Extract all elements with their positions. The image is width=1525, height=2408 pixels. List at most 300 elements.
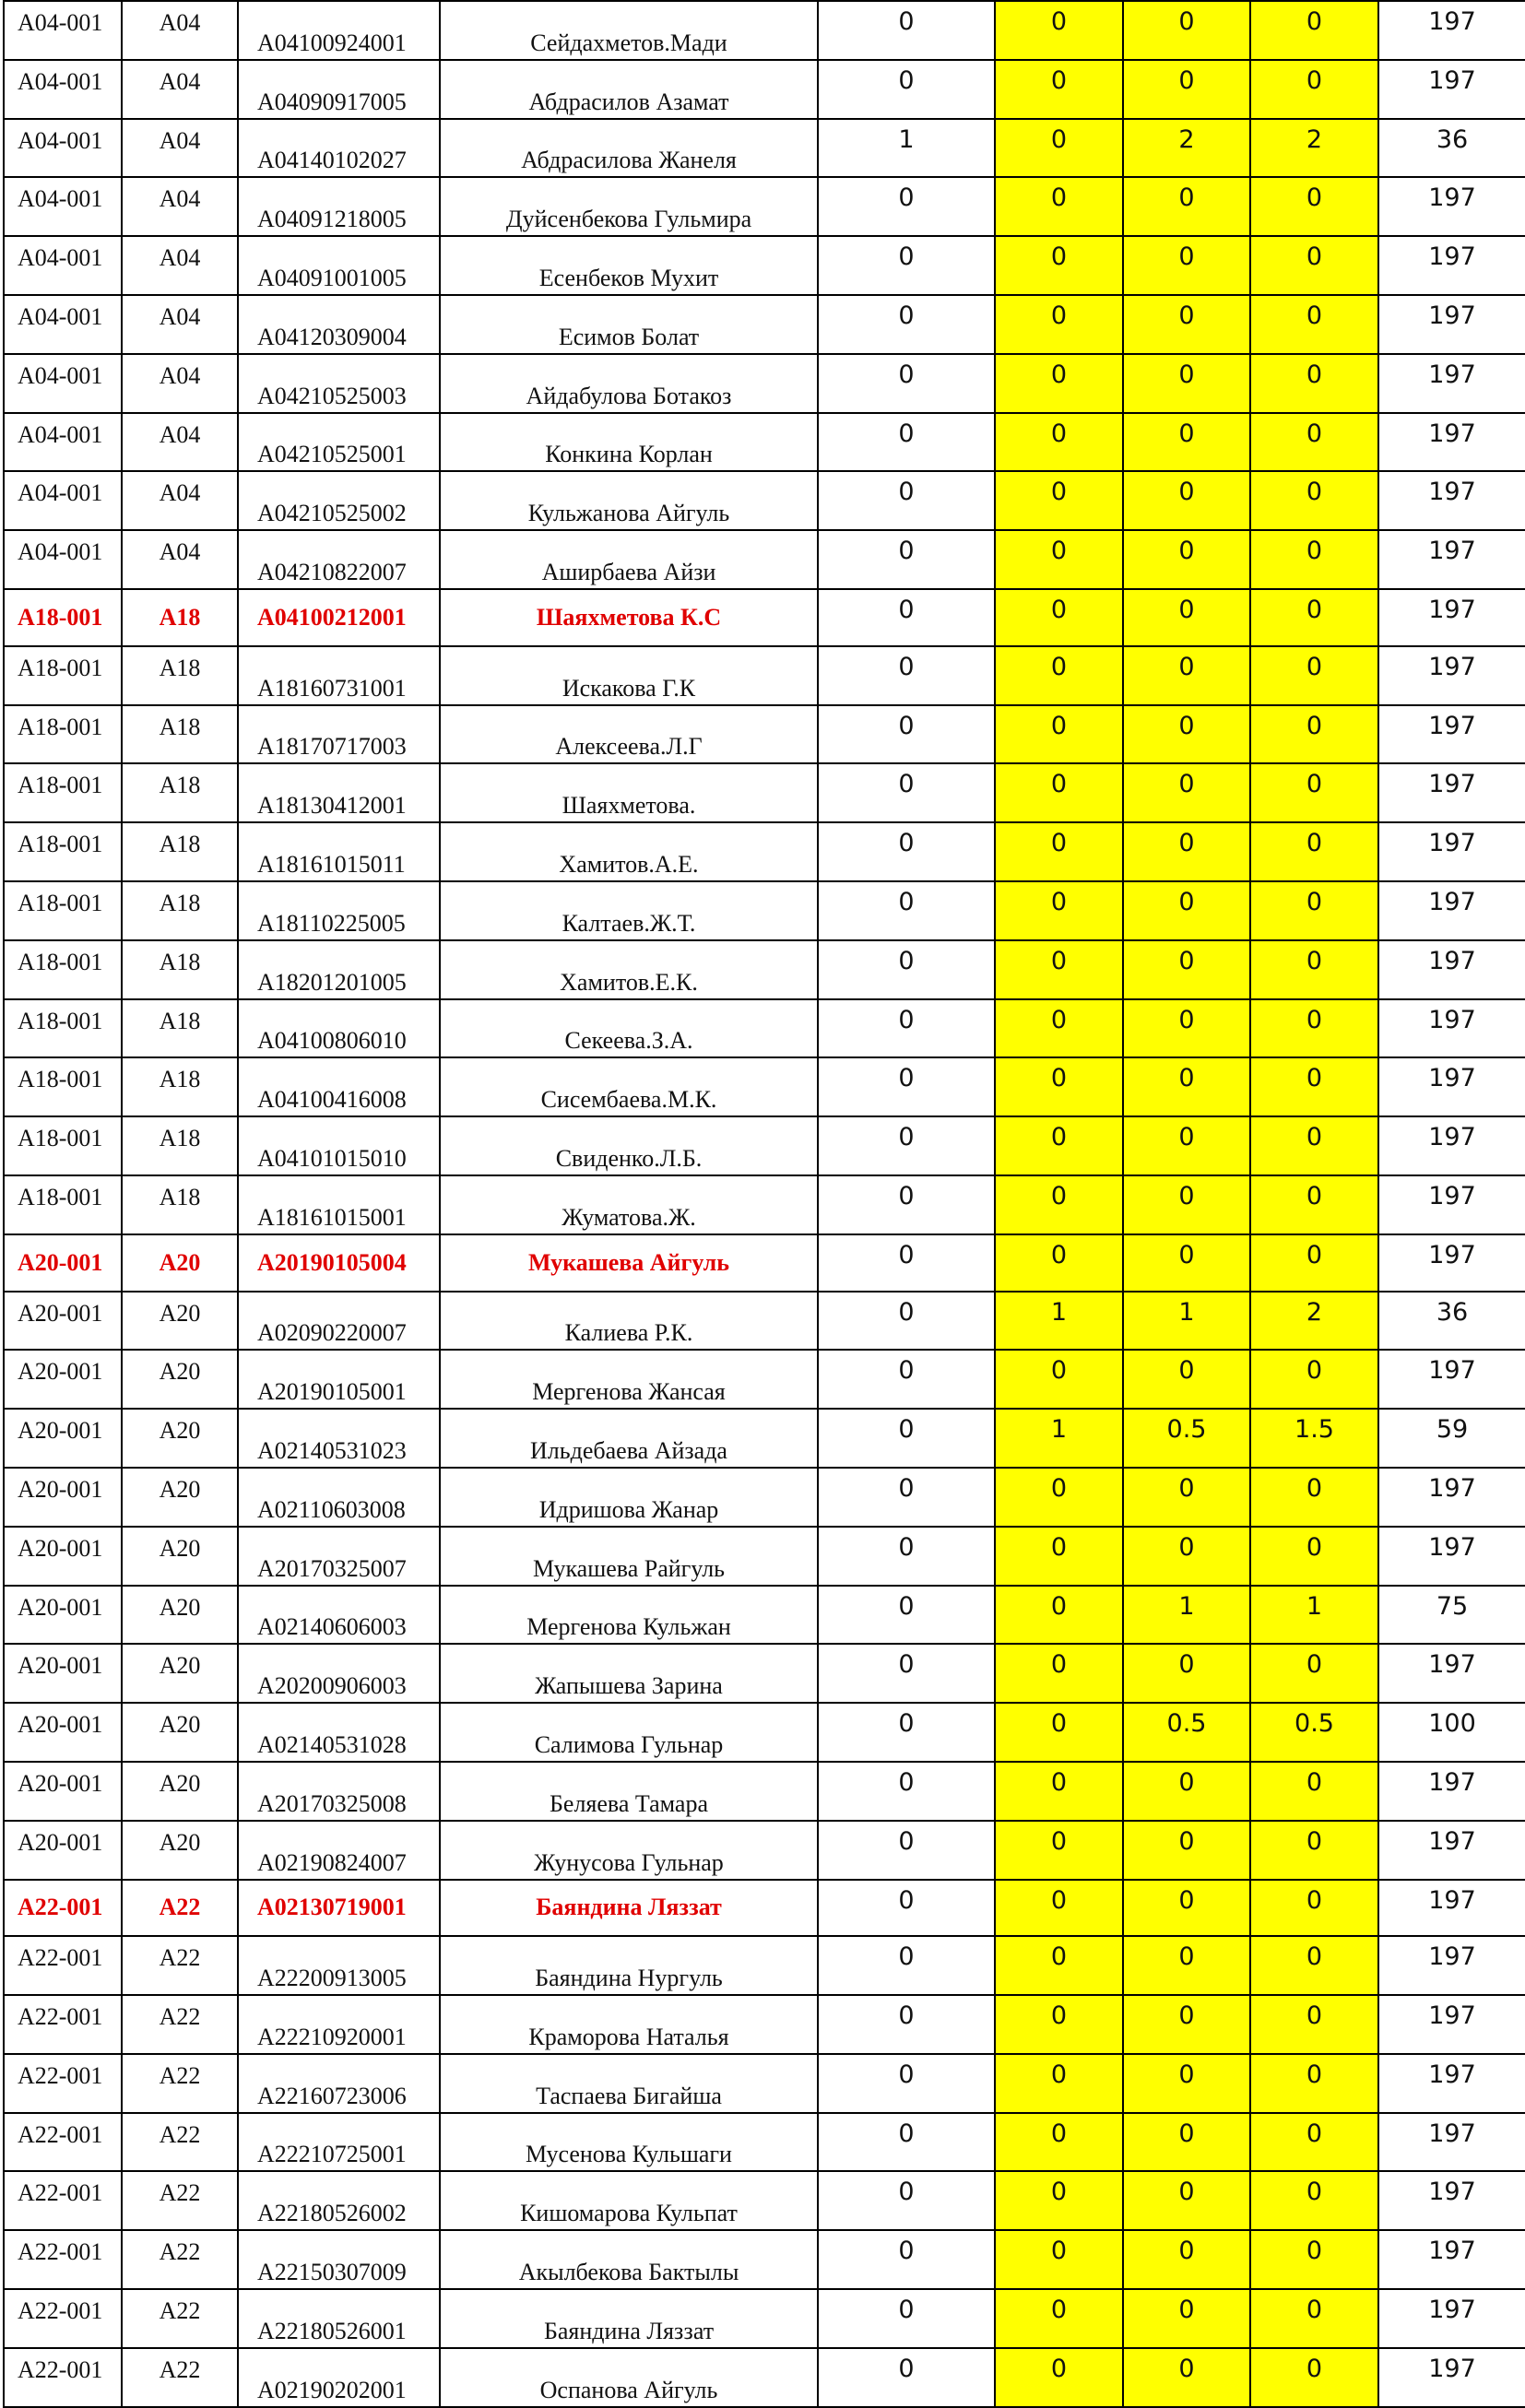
cell-unit-code: A04-001	[4, 236, 122, 295]
cell-value-1: 0	[818, 705, 995, 764]
table-row	[4, 1703, 1525, 1762]
table-row	[4, 1527, 1525, 1586]
cell-unit-code: A04-001	[4, 177, 122, 236]
cell-dept: A04	[122, 354, 238, 413]
table-row	[4, 1116, 1525, 1175]
cell-value-2: 0	[995, 1762, 1123, 1821]
cell-value-5: 197	[1378, 2230, 1525, 2289]
table-row	[4, 1, 1525, 60]
cell-value-4: 0.5	[1250, 1703, 1378, 1762]
cell-employee-name: Калтаев.Ж.Т.	[440, 881, 818, 940]
cell-value-3: 0	[1123, 1821, 1250, 1880]
table-row	[4, 1586, 1525, 1645]
cell-value-3: 0	[1123, 881, 1250, 940]
cell-value-5: 197	[1378, 1995, 1525, 2054]
cell-value-4: 0	[1250, 1995, 1378, 2054]
cell-dept: A04	[122, 295, 238, 354]
cell-employee-id: A22160723006	[238, 2054, 440, 2113]
cell-value-4: 1.5	[1250, 1409, 1378, 1468]
cell-dept: A18	[122, 763, 238, 822]
cell-employee-id: A22200913005	[238, 1936, 440, 1995]
cell-dept: A18	[122, 1175, 238, 1234]
cell-value-2: 0	[995, 822, 1123, 881]
cell-value-1: 0	[818, 1116, 995, 1175]
cell-employee-id: A02140606003	[238, 1586, 440, 1645]
cell-employee-id: A20170325007	[238, 1527, 440, 1586]
cell-dept: A20	[122, 1350, 238, 1409]
cell-unit-code: A18-001	[4, 1175, 122, 1234]
cell-employee-name: Секеева.З.А.	[440, 999, 818, 1058]
cell-value-3: 1	[1123, 1586, 1250, 1645]
table-row	[4, 2113, 1525, 2172]
cell-value-5: 197	[1378, 2113, 1525, 2172]
cell-value-5: 197	[1378, 1880, 1525, 1937]
cell-employee-id: A04100924001	[238, 1, 440, 60]
cell-dept: A20	[122, 1703, 238, 1762]
cell-dept: A04	[122, 471, 238, 530]
cell-employee-name: Алексеева.Л.Г	[440, 705, 818, 764]
cell-value-2: 0	[995, 1821, 1123, 1880]
cell-value-1: 0	[818, 530, 995, 589]
cell-value-5: 197	[1378, 530, 1525, 589]
data-table	[3, 0, 1525, 2408]
cell-employee-name: Искакова Г.К	[440, 646, 818, 705]
cell-value-1: 0	[818, 940, 995, 999]
cell-value-5: 197	[1378, 1468, 1525, 1527]
cell-employee-name: Абдрасилов Азамат	[440, 60, 818, 119]
cell-dept: A20	[122, 1821, 238, 1880]
cell-value-3: 2	[1123, 119, 1250, 178]
cell-dept: A04	[122, 60, 238, 119]
table-row	[4, 471, 1525, 530]
cell-value-2: 0	[995, 1703, 1123, 1762]
cell-value-5: 197	[1378, 1644, 1525, 1703]
cell-unit-code: A18-001	[4, 763, 122, 822]
cell-employee-name: Абдрасилова Жанеля	[440, 119, 818, 178]
cell-value-1: 0	[818, 1586, 995, 1645]
cell-value-4: 0	[1250, 1880, 1378, 1937]
cell-employee-name: Кишомарова Кульпат	[440, 2171, 818, 2230]
cell-value-1: 0	[818, 60, 995, 119]
cell-unit-code: A20-001	[4, 1644, 122, 1703]
cell-value-1: 0	[818, 1292, 995, 1351]
cell-employee-name: Есенбеков Мухит	[440, 236, 818, 295]
cell-employee-name: Конкина Корлан	[440, 413, 818, 472]
cell-value-1: 0	[818, 2230, 995, 2289]
cell-employee-id: A04210525002	[238, 471, 440, 530]
cell-employee-id: A22210725001	[238, 2113, 440, 2172]
cell-value-2: 0	[995, 1116, 1123, 1175]
cell-value-3: 0	[1123, 60, 1250, 119]
cell-employee-name: Хамитов.А.Е.	[440, 822, 818, 881]
cell-value-4: 2	[1250, 119, 1378, 178]
cell-value-5: 197	[1378, 646, 1525, 705]
cell-value-3: 0	[1123, 1057, 1250, 1116]
cell-value-2: 0	[995, 763, 1123, 822]
cell-value-3: 0	[1123, 413, 1250, 472]
cell-value-3: 0	[1123, 763, 1250, 822]
cell-value-5: 197	[1378, 1527, 1525, 1586]
cell-value-5: 197	[1378, 940, 1525, 999]
cell-employee-id: A02130719001	[238, 1880, 440, 1937]
cell-employee-name: Баяндина Нургуль	[440, 1936, 818, 1995]
cell-value-1: 0	[818, 1821, 995, 1880]
cell-dept: A18	[122, 1057, 238, 1116]
cell-employee-name: Таспаева Бигайша	[440, 2054, 818, 2113]
cell-dept: A22	[122, 2289, 238, 2348]
cell-unit-code: A22-001	[4, 1936, 122, 1995]
cell-value-2: 0	[995, 1586, 1123, 1645]
cell-employee-name: Краморова Наталья	[440, 1995, 818, 2054]
cell-value-4: 0	[1250, 236, 1378, 295]
cell-value-3: 0	[1123, 1468, 1250, 1527]
cell-dept: A04	[122, 236, 238, 295]
cell-employee-name: Мукашева Райгуль	[440, 1527, 818, 1586]
cell-employee-name: Ильдебаева Айзада	[440, 1409, 818, 1468]
cell-unit-code: A18-001	[4, 940, 122, 999]
table-row	[4, 1644, 1525, 1703]
cell-employee-name: Жуматова.Ж.	[440, 1175, 818, 1234]
cell-employee-name: Айдабулова Ботакоз	[440, 354, 818, 413]
table-row	[4, 822, 1525, 881]
cell-value-3: 0	[1123, 530, 1250, 589]
cell-employee-name: Мусенова Кульшаги	[440, 2113, 818, 2172]
cell-value-5: 197	[1378, 589, 1525, 646]
cell-unit-code: A22-001	[4, 2171, 122, 2230]
table-row	[4, 1350, 1525, 1409]
cell-value-2: 0	[995, 940, 1123, 999]
cell-value-2: 0	[995, 295, 1123, 354]
cell-value-4: 0	[1250, 646, 1378, 705]
cell-employee-name: Жунусова Гульнар	[440, 1821, 818, 1880]
cell-unit-code: A04-001	[4, 60, 122, 119]
cell-unit-code: A04-001	[4, 530, 122, 589]
cell-value-3: 0	[1123, 1116, 1250, 1175]
cell-value-2: 0	[995, 530, 1123, 589]
cell-unit-code: A20-001	[4, 1703, 122, 1762]
cell-value-3: 0	[1123, 354, 1250, 413]
table-row	[4, 763, 1525, 822]
cell-value-5: 197	[1378, 1762, 1525, 1821]
cell-value-4: 0	[1250, 1234, 1378, 1292]
cell-value-5: 197	[1378, 2054, 1525, 2113]
cell-employee-name: Баяндина Ляззат	[440, 2289, 818, 2348]
table-row-group-head	[4, 1234, 1525, 1292]
cell-value-5: 197	[1378, 1057, 1525, 1116]
cell-value-1: 0	[818, 471, 995, 530]
cell-value-1: 0	[818, 354, 995, 413]
cell-unit-code: A04-001	[4, 1, 122, 60]
cell-dept: A18	[122, 1116, 238, 1175]
cell-value-3: 0	[1123, 705, 1250, 764]
cell-value-4: 0	[1250, 1057, 1378, 1116]
cell-employee-name: Калиева Р.К.	[440, 1292, 818, 1351]
cell-value-1: 0	[818, 2289, 995, 2348]
cell-value-1: 0	[818, 295, 995, 354]
cell-value-1: 0	[818, 1936, 995, 1995]
cell-value-4: 0	[1250, 763, 1378, 822]
table-row	[4, 236, 1525, 295]
cell-value-4: 0	[1250, 1821, 1378, 1880]
cell-unit-code: A20-001	[4, 1586, 122, 1645]
cell-unit-code: A22-001	[4, 2230, 122, 2289]
cell-unit-code: A04-001	[4, 354, 122, 413]
cell-value-2: 0	[995, 1468, 1123, 1527]
cell-dept: A20	[122, 1644, 238, 1703]
cell-value-4: 0	[1250, 354, 1378, 413]
cell-employee-id: A04091001005	[238, 236, 440, 295]
table-row	[4, 413, 1525, 472]
cell-value-4: 2	[1250, 1292, 1378, 1351]
table-row	[4, 1762, 1525, 1821]
cell-dept: A18	[122, 999, 238, 1058]
cell-unit-code: A04-001	[4, 413, 122, 472]
cell-value-2: 0	[995, 354, 1123, 413]
cell-dept: A22	[122, 2171, 238, 2230]
cell-dept: A04	[122, 1, 238, 60]
cell-employee-id: A02110603008	[238, 1468, 440, 1527]
cell-value-4: 0	[1250, 2230, 1378, 2289]
cell-unit-code: A04-001	[4, 471, 122, 530]
cell-value-2: 0	[995, 2171, 1123, 2230]
cell-employee-id: A18161015001	[238, 1175, 440, 1234]
cell-value-3: 0	[1123, 1234, 1250, 1292]
cell-value-4: 0	[1250, 1468, 1378, 1527]
cell-value-4: 0	[1250, 2054, 1378, 2113]
cell-unit-code: A18-001	[4, 881, 122, 940]
cell-employee-name: Идришова Жанар	[440, 1468, 818, 1527]
cell-value-5: 197	[1378, 60, 1525, 119]
cell-value-2: 0	[995, 1, 1123, 60]
cell-value-4: 0	[1250, 999, 1378, 1058]
cell-employee-id: A04101015010	[238, 1116, 440, 1175]
cell-dept: A18	[122, 589, 238, 646]
cell-value-4: 0	[1250, 2113, 1378, 2172]
cell-value-4: 0	[1250, 2348, 1378, 2407]
cell-employee-id: A20170325008	[238, 1762, 440, 1821]
cell-unit-code: A22-001	[4, 2348, 122, 2407]
cell-value-1: 0	[818, 1644, 995, 1703]
cell-employee-name: Салимова Гульнар	[440, 1703, 818, 1762]
cell-value-5: 197	[1378, 177, 1525, 236]
cell-value-3: 0	[1123, 295, 1250, 354]
cell-value-3: 0	[1123, 1880, 1250, 1937]
cell-value-2: 0	[995, 1175, 1123, 1234]
cell-unit-code: A20-001	[4, 1762, 122, 1821]
cell-employee-name: Мукашева Айгуль	[440, 1234, 818, 1292]
cell-employee-id: A04210822007	[238, 530, 440, 589]
cell-unit-code: A20-001	[4, 1409, 122, 1468]
table-row	[4, 999, 1525, 1058]
cell-value-1: 0	[818, 1995, 995, 2054]
cell-employee-id: A04100416008	[238, 1057, 440, 1116]
cell-unit-code: A20-001	[4, 1350, 122, 1409]
cell-employee-name: Дуйсенбекова Гульмира	[440, 177, 818, 236]
cell-employee-id: A04091218005	[238, 177, 440, 236]
table-row	[4, 1995, 1525, 2054]
cell-value-4: 0	[1250, 1644, 1378, 1703]
cell-value-3: 0	[1123, 1936, 1250, 1995]
cell-value-1: 0	[818, 413, 995, 472]
cell-dept: A20	[122, 1468, 238, 1527]
cell-value-5: 197	[1378, 1936, 1525, 1995]
cell-employee-id: A02190202001	[238, 2348, 440, 2407]
cell-value-2: 0	[995, 2113, 1123, 2172]
cell-value-2: 1	[995, 1292, 1123, 1351]
cell-value-5: 36	[1378, 119, 1525, 178]
table-row	[4, 530, 1525, 589]
cell-value-1: 1	[818, 119, 995, 178]
cell-unit-code: A22-001	[4, 2113, 122, 2172]
cell-value-4: 0	[1250, 1116, 1378, 1175]
cell-dept: A20	[122, 1409, 238, 1468]
cell-value-3: 0	[1123, 177, 1250, 236]
cell-dept: A18	[122, 822, 238, 881]
cell-value-1: 0	[818, 1703, 995, 1762]
cell-employee-name: Мергенова Жансая	[440, 1350, 818, 1409]
cell-value-1: 0	[818, 1468, 995, 1527]
cell-unit-code: A18-001	[4, 822, 122, 881]
table-row	[4, 354, 1525, 413]
cell-employee-name: Есимов Болат	[440, 295, 818, 354]
cell-dept: A04	[122, 177, 238, 236]
cell-unit-code: A18-001	[4, 646, 122, 705]
table-row	[4, 177, 1525, 236]
cell-employee-id: A18130412001	[238, 763, 440, 822]
cell-value-3: 0	[1123, 1527, 1250, 1586]
cell-value-2: 0	[995, 1936, 1123, 1995]
cell-employee-id: A22180526001	[238, 2289, 440, 2348]
cell-value-2: 0	[995, 1527, 1123, 1586]
cell-employee-id: A04210525003	[238, 354, 440, 413]
cell-dept: A20	[122, 1527, 238, 1586]
cell-value-1: 0	[818, 2113, 995, 2172]
cell-dept: A22	[122, 2054, 238, 2113]
cell-dept: A20	[122, 1586, 238, 1645]
cell-value-3: 0	[1123, 822, 1250, 881]
cell-value-1: 0	[818, 822, 995, 881]
cell-value-5: 197	[1378, 354, 1525, 413]
cell-value-1: 0	[818, 999, 995, 1058]
cell-employee-id: A18170717003	[238, 705, 440, 764]
cell-value-3: 0	[1123, 1350, 1250, 1409]
cell-value-1: 0	[818, 236, 995, 295]
cell-value-4: 0	[1250, 881, 1378, 940]
cell-value-4: 0	[1250, 2289, 1378, 2348]
cell-value-3: 0	[1123, 2230, 1250, 2289]
cell-value-3: 0	[1123, 1995, 1250, 2054]
cell-employee-id: A20190105001	[238, 1350, 440, 1409]
cell-value-1: 0	[818, 646, 995, 705]
cell-value-3: 0	[1123, 940, 1250, 999]
cell-employee-id: A18201201005	[238, 940, 440, 999]
cell-value-4: 0	[1250, 471, 1378, 530]
cell-employee-id: A02090220007	[238, 1292, 440, 1351]
cell-value-2: 0	[995, 1234, 1123, 1292]
cell-value-1: 0	[818, 763, 995, 822]
cell-value-5: 197	[1378, 2289, 1525, 2348]
cell-unit-code: A22-001	[4, 1880, 122, 1937]
cell-value-3: 0	[1123, 589, 1250, 646]
cell-value-3: 0	[1123, 1175, 1250, 1234]
cell-dept: A18	[122, 881, 238, 940]
cell-value-3: 0	[1123, 471, 1250, 530]
cell-value-2: 0	[995, 2289, 1123, 2348]
cell-value-2: 0	[995, 119, 1123, 178]
cell-employee-name: Аширбаева Айзи	[440, 530, 818, 589]
cell-value-5: 197	[1378, 705, 1525, 764]
cell-value-1: 0	[818, 1880, 995, 1937]
table-row	[4, 1292, 1525, 1351]
cell-value-5: 197	[1378, 471, 1525, 530]
cell-value-1: 0	[818, 2054, 995, 2113]
cell-unit-code: A04-001	[4, 119, 122, 178]
cell-value-2: 0	[995, 471, 1123, 530]
cell-dept: A20	[122, 1234, 238, 1292]
cell-value-5: 59	[1378, 1409, 1525, 1468]
cell-value-1: 0	[818, 177, 995, 236]
cell-value-4: 0	[1250, 940, 1378, 999]
cell-value-1: 0	[818, 1350, 995, 1409]
table-row	[4, 2171, 1525, 2230]
cell-value-5: 197	[1378, 2348, 1525, 2407]
cell-unit-code: A22-001	[4, 1995, 122, 2054]
cell-employee-id: A04140102027	[238, 119, 440, 178]
cell-value-4: 0	[1250, 2171, 1378, 2230]
cell-value-5: 100	[1378, 1703, 1525, 1762]
cell-value-4: 0	[1250, 177, 1378, 236]
cell-value-2: 0	[995, 236, 1123, 295]
cell-value-3: 0	[1123, 1762, 1250, 1821]
cell-unit-code: A04-001	[4, 295, 122, 354]
cell-value-5: 197	[1378, 881, 1525, 940]
cell-dept: A04	[122, 119, 238, 178]
cell-value-2: 0	[995, 881, 1123, 940]
cell-value-4: 0	[1250, 822, 1378, 881]
cell-value-5: 36	[1378, 1292, 1525, 1351]
cell-employee-name: Свиденко.Л.Б.	[440, 1116, 818, 1175]
cell-value-4: 0	[1250, 1762, 1378, 1821]
cell-dept: A18	[122, 940, 238, 999]
cell-value-2: 0	[995, 413, 1123, 472]
cell-employee-id: A22180526002	[238, 2171, 440, 2230]
cell-dept: A18	[122, 705, 238, 764]
cell-value-2: 0	[995, 60, 1123, 119]
cell-value-5: 197	[1378, 763, 1525, 822]
cell-unit-code: A22-001	[4, 2054, 122, 2113]
cell-employee-name: Хамитов.Е.К.	[440, 940, 818, 999]
cell-employee-id: A22210920001	[238, 1995, 440, 2054]
table-row	[4, 2230, 1525, 2289]
cell-value-3: 0	[1123, 2348, 1250, 2407]
cell-employee-name: Мергенова Кульжан	[440, 1586, 818, 1645]
cell-unit-code: A22-001	[4, 2289, 122, 2348]
cell-value-2: 0	[995, 177, 1123, 236]
cell-value-2: 0	[995, 2230, 1123, 2289]
table-row	[4, 940, 1525, 999]
table-row-group-head	[4, 1880, 1525, 1937]
cell-dept: A20	[122, 1762, 238, 1821]
cell-value-1: 0	[818, 2348, 995, 2407]
cell-value-2: 0	[995, 589, 1123, 646]
cell-value-4: 0	[1250, 295, 1378, 354]
cell-value-4: 0	[1250, 1350, 1378, 1409]
cell-value-3: 0	[1123, 2054, 1250, 2113]
cell-value-5: 75	[1378, 1586, 1525, 1645]
cell-value-2: 0	[995, 999, 1123, 1058]
cell-unit-code: A18-001	[4, 1057, 122, 1116]
cell-unit-code: A18-001	[4, 999, 122, 1058]
